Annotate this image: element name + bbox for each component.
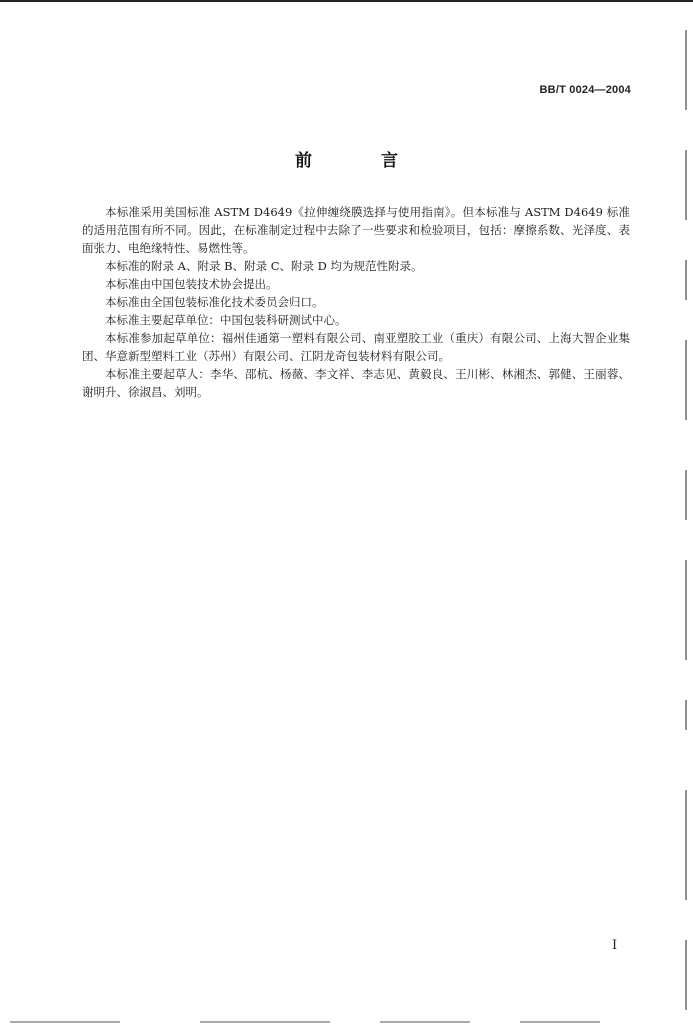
standard-code: BB/T 0024—2004 (539, 84, 631, 96)
page-title: 前 言 (295, 151, 424, 171)
paragraph-under-jurisdiction: 本标准由全国包装标准化技术委员会归口。 (105, 295, 324, 309)
paragraph-participating-units: 本标准参加起草单位：福州佳通第一塑料有限公司、南亚塑胶工业（重庆）有限公司、上海大智企业集团、华意新型塑料工业（苏州）有限公司、江阴龙奇包装材料有限公司。 (82, 331, 630, 363)
foreword-body (82, 203, 630, 401)
page-number: I (612, 938, 618, 953)
scan-edge-marks (681, 0, 689, 1024)
top-rule (0, 0, 693, 2)
bottom-scan-marks (0, 1018, 693, 1024)
paragraph-annexes: 本标准的附录 A、附录 B、附录 C、附录 D 均为规范性附录。 (105, 259, 423, 273)
paragraph-proposed-by: 本标准由中国包装技术协会提出。 (105, 277, 278, 291)
paragraph-main-drafters: 本标准主要起草人：李华、邵杭、杨薇、李文祥、李志见、黄毅良、王川彬、林湘杰、郭健、王丽蓉、谢明升、徐淑昌、刘明。 (82, 367, 630, 399)
paragraph-adoption: 本标准采用美国标准 ASTM D4649《拉伸缠绕膜选择与使用指南》。但本标准与 ASTM D4649 标准的适用范围有所不同。因此，在标准制定过程中去除了一些要求和检验项目，包括：摩擦系数、光泽度、表面张力、电绝缘特性、易燃性等。 (82, 205, 630, 255)
paragraph-main-drafting-unit: 本标准主要起草单位：中国包装科研测试中心。 (105, 313, 347, 327)
